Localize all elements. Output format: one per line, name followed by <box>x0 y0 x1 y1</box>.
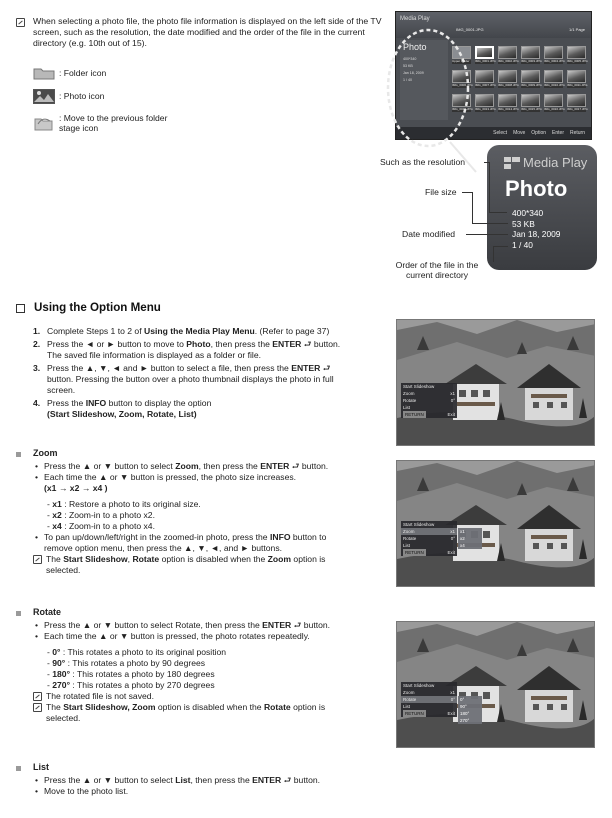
tv-thumb-label: IMG_0016.JPG <box>544 107 565 111</box>
photo-icon <box>33 89 55 104</box>
note-icon <box>33 555 42 564</box>
tv-photo-thumb[interactable] <box>521 94 540 107</box>
tv-info-title: Photo <box>403 42 427 52</box>
osd-item[interactable]: Rotate 0° <box>403 398 455 403</box>
tv-photo-thumb[interactable] <box>567 94 586 107</box>
legend-folder <box>33 66 106 80</box>
leader-resolution-h <box>489 212 507 213</box>
tv-thumb-label: IMG_0012.JPG <box>452 107 473 111</box>
leader-order-v <box>493 246 494 262</box>
previous-folder-icon <box>33 114 55 132</box>
tv-photo-thumb[interactable] <box>544 94 563 107</box>
leader-order-h <box>493 246 508 247</box>
enter-icon: ⮐ <box>301 339 312 349</box>
step-1: 1. Complete Steps 1 to 2 of Using the Media Play Menu. (Refer to page 37) <box>33 326 330 336</box>
tv-info-order: 1 / 40 <box>403 77 412 82</box>
zoom-content: • Press the ▲ or ▼ button to select Zoom, then press the ENTER ⮐ button. • Each time the ▲ or ▼ button is pressed, the photo size increases. (x1 → x2 → x4 ) - x1 : Restore a photo to its original size. - x2 : Zoom-in to a photo x2. - x4 : Zoom-in to a photo x4. • To pan up/down/left/right in the zoomed-in photo, press the INFO button to remove option menu, then press the ▲, ▼, ◄, and ► buttons. The Start Slideshow, Rotate option is disabled when the Zoom option is selected. <box>35 461 329 575</box>
tv-thumb-label: IMG_0017.JPG <box>567 107 588 111</box>
callout-logo <box>503 155 587 172</box>
tv-photo-thumb[interactable] <box>567 70 586 83</box>
callout-resolution: 400*340 <box>512 208 544 218</box>
leader-resolution-v <box>489 162 490 212</box>
rotate-section-bullet <box>16 611 21 616</box>
callout-logo-text: Media Play <box>523 155 588 170</box>
enter-icon: ⮐ <box>320 363 331 373</box>
leader-size-v <box>472 192 473 223</box>
label-order-line2: current directory <box>405 269 469 280</box>
osd-footer: RETURN Exit <box>405 412 455 417</box>
tv-thumb-label: IMG_0006.JPG <box>452 83 473 87</box>
osd-item[interactable]: Zoom x1 <box>403 391 455 396</box>
option-menu-photo <box>396 460 595 587</box>
list-heading: List <box>33 762 50 772</box>
leader-date <box>466 234 508 235</box>
zoom-heading: Zoom <box>33 448 58 458</box>
tv-thumb-label: IMG_0003.JPG <box>521 59 542 63</box>
section-checkbox <box>16 304 25 313</box>
tv-thumb-label: IMG_0002.JPG <box>498 59 519 63</box>
legend-photo <box>33 89 104 104</box>
option-steps <box>33 326 383 420</box>
osd-footer: RETURN Exit <box>405 711 455 716</box>
osd-item[interactable]: Start Slideshow <box>403 384 435 389</box>
tv-folder-path: IMG_0001.JPG <box>456 27 484 32</box>
tv-thumb-label: IMG_0010.JPG <box>544 83 565 87</box>
note-icon <box>16 18 25 27</box>
tv-photo-thumb[interactable] <box>544 46 563 59</box>
label-date-modified: Date modified <box>402 229 456 239</box>
callout-info-box <box>487 145 597 270</box>
folder-icon <box>33 66 55 80</box>
tv-hint-select: Select <box>493 129 508 136</box>
callout-title: Photo <box>505 176 568 201</box>
tv-thumb-label: IMG_0005.JPG <box>567 59 588 63</box>
option-menu-photo <box>396 319 595 446</box>
tv-thumb-label: IMG_0015.JPG <box>521 107 542 111</box>
tv-photo-thumb[interactable] <box>498 46 517 59</box>
option-menu-photo <box>396 621 595 748</box>
tv-info-size: 53 KB <box>403 63 413 68</box>
enter-icon: ⮐ <box>291 620 302 630</box>
osd-item[interactable]: Zoom x1 <box>403 690 455 695</box>
tv-thumb-label: IMG_0009.JPG <box>521 83 542 87</box>
tv-thumb-label: IMG_0011.JPG <box>567 83 588 87</box>
list-content: • Press the ▲ or ▼ button to select List, then press the ENTER ⮐ button. • Move to the photo list. <box>35 775 321 796</box>
media-play-logo-icon <box>503 156 521 170</box>
osd-submenu[interactable]: 0° 90° 180° 270° <box>458 696 482 724</box>
tv-hint-move: Move <box>513 129 526 136</box>
intro-text: When selecting a photo file, the photo file information is displayed on the left side of the TV screen, such as the resolution, the date modified and the order of the file in the current directory (e.g. 10th out of 15). <box>33 16 382 49</box>
osd-item[interactable]: List <box>403 405 411 410</box>
tv-thumb-label: IMG_0001.JPG <box>475 59 496 63</box>
tv-thumb-label: IMG_0008.JPG <box>498 83 519 87</box>
tv-photo-thumb[interactable] <box>567 46 586 59</box>
osd-footer: RETURN Exit <box>405 550 455 555</box>
option-menu-heading: Using the Option Menu <box>34 301 161 314</box>
tv-info-resolution: 400*340 <box>403 56 417 61</box>
tv-photo-thumb[interactable] <box>498 94 517 107</box>
photo-option-osd <box>401 521 457 556</box>
tv-photo-thumb[interactable] <box>544 70 563 83</box>
osd-item[interactable]: Start Slideshow <box>403 683 435 688</box>
tv-hint-enter: Enter <box>552 129 564 136</box>
step-4: 4. Press the INFO button to display the option (Start Slideshow, Zoom, Rotate, List) <box>33 398 212 419</box>
tv-thumb-label: IMG_0013.JPG <box>475 107 496 111</box>
callout-lines <box>512 208 560 250</box>
osd-item[interactable]: Zoom x1 <box>403 529 455 534</box>
leader-size <box>462 192 472 193</box>
note-icon <box>33 703 42 712</box>
label-resolution: Such as the resolution <box>380 157 466 167</box>
osd-item[interactable]: Start Slideshow <box>403 522 435 527</box>
tv-app-name: Media Play <box>400 16 430 22</box>
tv-info-date: Jan 18, 2009 <box>403 70 424 75</box>
label-file-size: File size <box>425 187 457 197</box>
osd-submenu[interactable]: x1 x2 x4 <box>458 528 482 549</box>
osd-item[interactable]: List <box>403 543 411 548</box>
tv-thumb-label: IMG_0007.JPG <box>475 83 496 87</box>
osd-item[interactable]: List <box>403 704 411 709</box>
osd-item[interactable]: Rotate 0° <box>403 697 455 702</box>
legend-photo-label: : Photo icon <box>59 91 105 101</box>
enter-icon: ⮐ <box>281 775 292 785</box>
rotate-content: • Press the ▲ or ▼ button to select Rotate, then press the ENTER ⮐ button. • Each time the ▲ or ▼ button is pressed, the photo rotates repeatedly. - 0° : This rotates a photo to its original position - 90° : This rotates a photo by 90 degrees - 180° : This rotates a photo by 180 degrees - 270° : This rotates a photo by 270 degrees The rotated file is not saved. The Start Slideshow, Zoom option is disabled when the Rotate option is selected. <box>35 620 331 723</box>
osd-item[interactable]: Rotate 0° <box>403 536 455 541</box>
tv-photo-thumb[interactable] <box>521 46 540 59</box>
callout-date: Jan 18, 2009 <box>512 229 561 239</box>
photo-option-osd <box>401 383 457 418</box>
tv-thumb-label: IMG_0004.JPG <box>544 59 565 63</box>
step-2: 2. Press the ◄ or ► button to move to Photo, then press the ENTER ⮐ button. The saved file information is displayed as a folder or file. <box>33 339 341 360</box>
legend-previous-folder <box>33 114 169 134</box>
tv-thumb-label: Upper Folder <box>452 59 470 63</box>
leader-size-h <box>472 223 508 224</box>
rotate-heading: Rotate <box>33 607 62 617</box>
enter-icon: ⮐ <box>289 461 300 471</box>
photo-option-osd <box>401 682 457 717</box>
zoom-section-bullet <box>16 452 21 457</box>
step-3: 3. Press the ▲, ▼, ◄ and ► button to select a file, then press the ENTER ⮐ button. Pressing the button over a photo thumbnail displays the photo in full screen. <box>33 363 334 395</box>
note-icon <box>33 692 42 701</box>
tv-photo-thumb[interactable] <box>498 70 517 83</box>
tv-hint-return: Return <box>569 129 585 136</box>
tv-thumb-label: IMG_0014.JPG <box>498 107 519 111</box>
list-section-bullet <box>16 766 21 771</box>
callout-size: 53 KB <box>512 218 535 229</box>
legend-previous-folder-label: : Move to the previous folder stage icon <box>59 113 168 133</box>
tv-photo-thumb[interactable] <box>521 70 540 83</box>
tv-hint-option: Option <box>531 129 547 136</box>
callout-order: 1 / 40 <box>512 239 533 250</box>
label-order <box>383 261 491 281</box>
legend-folder-label: : Folder icon <box>59 67 107 78</box>
label-order-line1: Order of the file in the <box>395 260 479 270</box>
tv-page-indicator: 1/1 Page <box>568 27 585 32</box>
